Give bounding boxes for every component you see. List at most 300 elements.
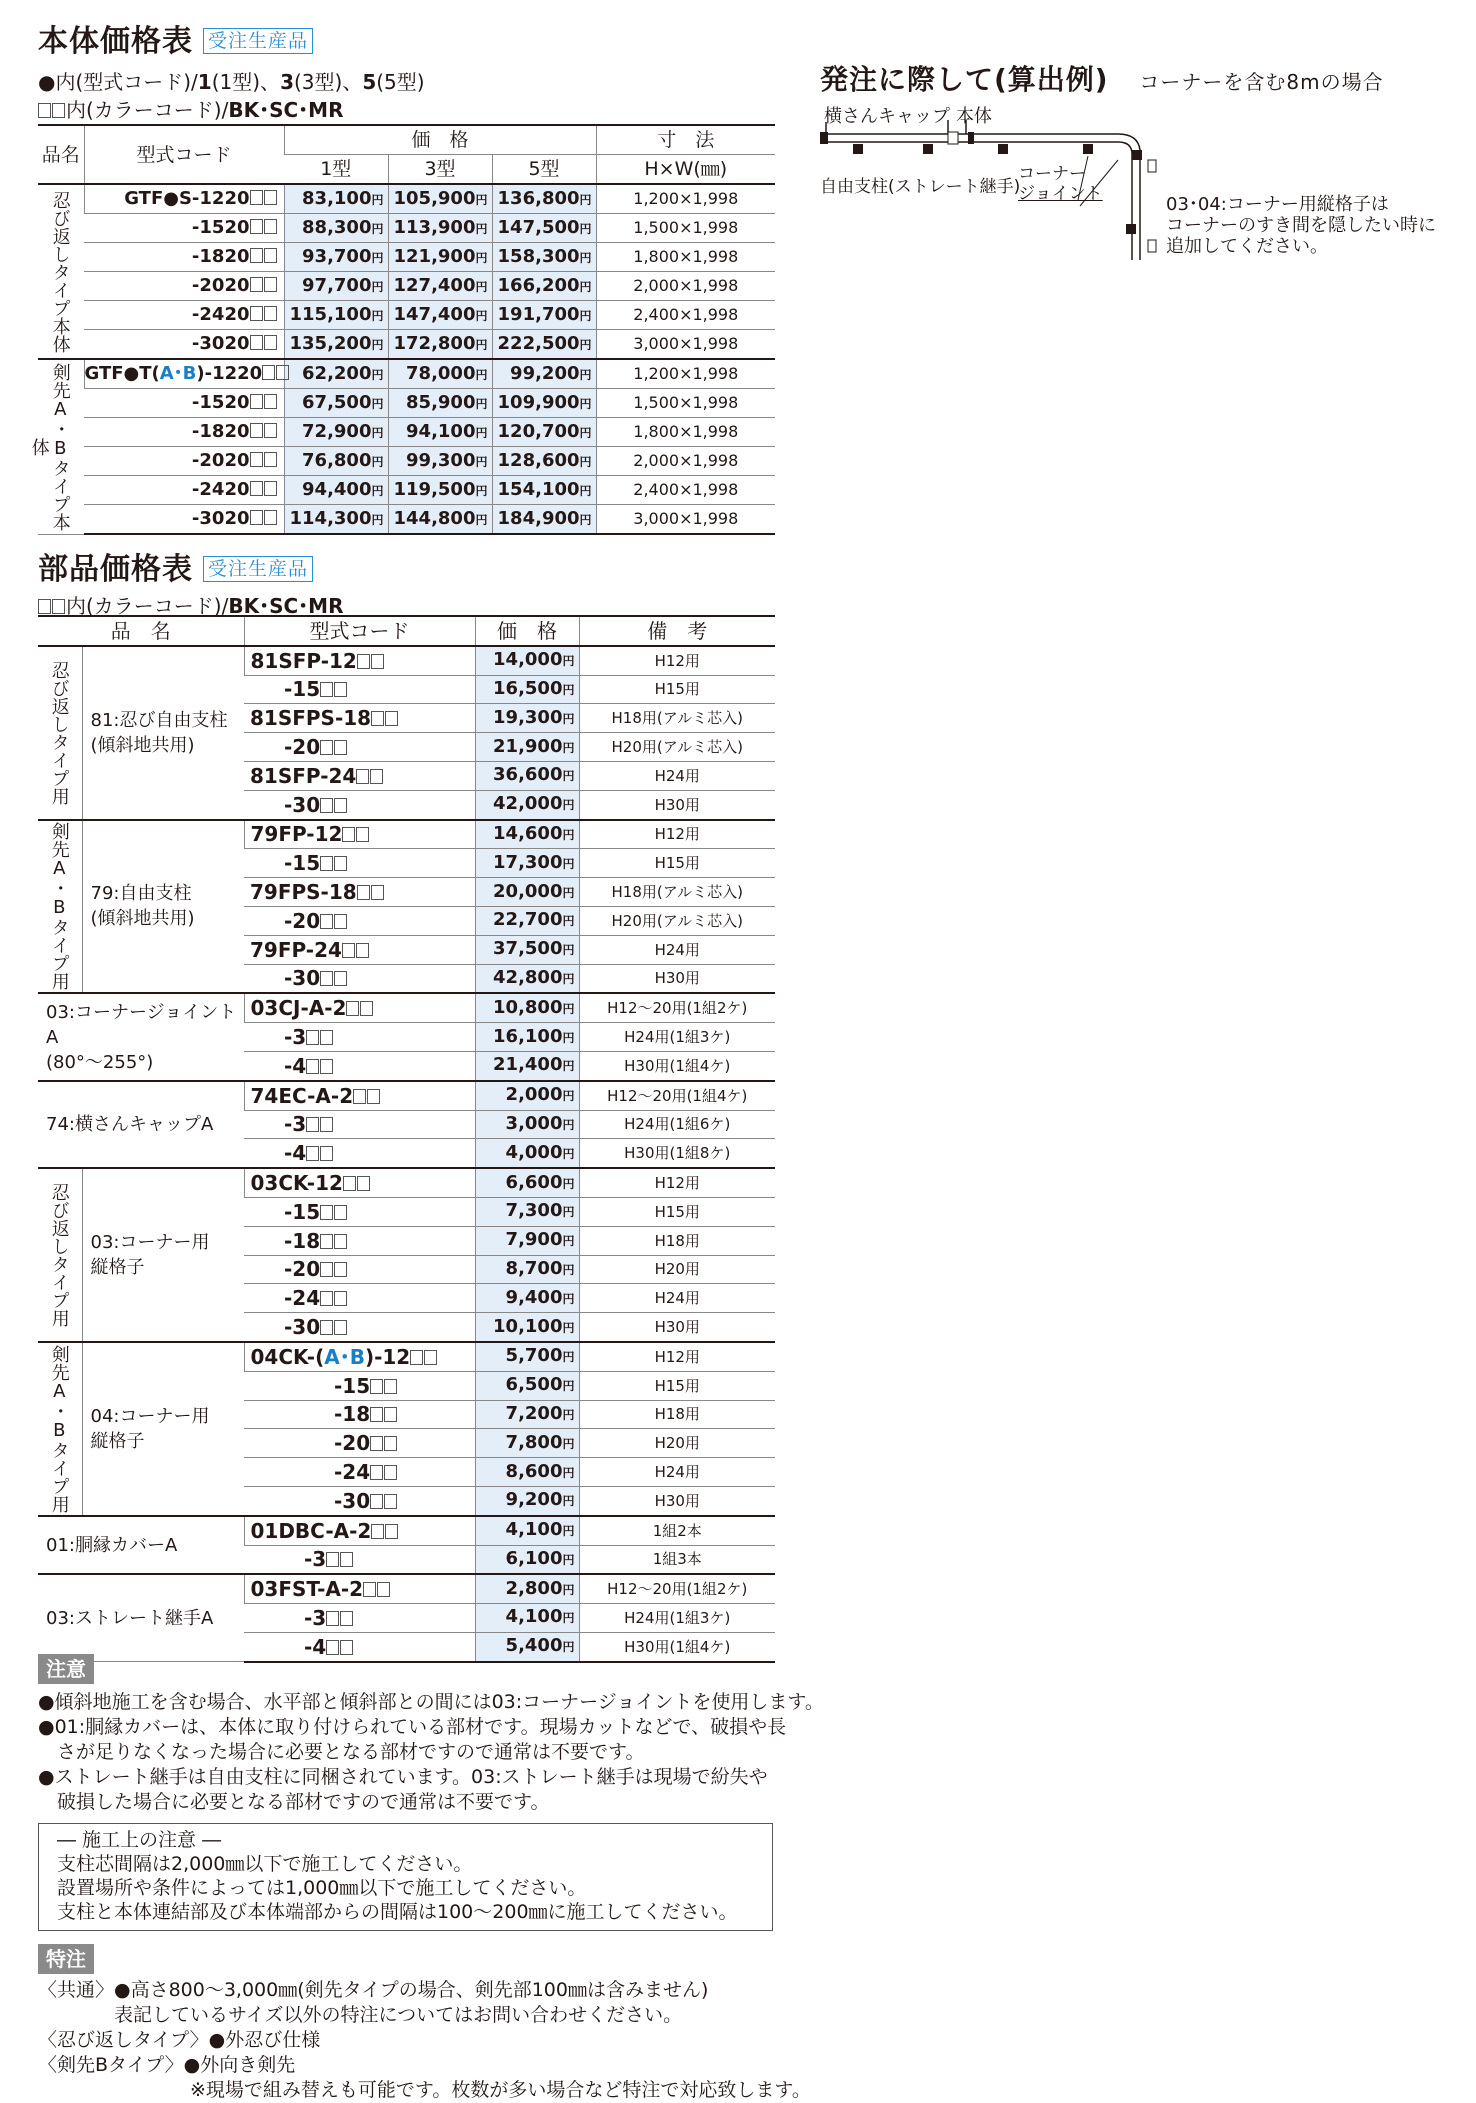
part-note: H24用 <box>579 761 775 790</box>
yen-mark: 円 <box>579 337 592 352</box>
legend-t3: (3型)、 <box>293 70 363 94</box>
square-icon <box>377 1582 390 1597</box>
code-text: 81SFPS-18 <box>250 706 372 731</box>
legend-n5: 5 <box>362 70 377 94</box>
table-row <box>38 1081 775 1110</box>
price-value: 16,100 <box>493 1025 563 1047</box>
yen-mark: 円 <box>371 250 384 265</box>
part-note: H12用 <box>579 1168 775 1197</box>
price-value: 72,900 <box>302 420 372 442</box>
price-value: 127,400 <box>393 274 476 296</box>
part-note: H12用 <box>579 1342 775 1371</box>
price-value: 88,300 <box>302 216 372 238</box>
square-icon <box>264 481 277 496</box>
square-icon <box>334 1262 347 1277</box>
yen-mark: 円 <box>371 425 384 440</box>
price-value: 6,100 <box>505 1547 563 1569</box>
price-p3 <box>388 184 492 214</box>
code-text: -3020 <box>191 508 250 529</box>
table-row <box>38 476 775 505</box>
model-code <box>244 964 475 993</box>
yen-mark: 円 <box>562 914 575 929</box>
price-value: 2,000 <box>505 1084 563 1106</box>
category-label: 忍び返しタイプ本体 <box>49 190 71 353</box>
main-table-body <box>28 184 775 534</box>
category-label: 剣先A･Bタイプ用 <box>48 1344 70 1513</box>
price-p5 <box>492 447 596 476</box>
price-p1 <box>284 389 388 418</box>
square-icon <box>384 1379 397 1394</box>
price-p1 <box>284 330 388 360</box>
yen-mark: 円 <box>371 279 384 294</box>
yen-mark: 円 <box>562 1436 575 1451</box>
yen-mark: 円 <box>562 1117 575 1132</box>
code-text: 81SFP-12 <box>250 648 357 673</box>
code-text: -1520 <box>191 217 250 238</box>
header-name: 品名 <box>38 125 84 184</box>
code-text: -1520 <box>191 392 250 413</box>
table-row <box>38 418 775 447</box>
part-note: H24用 <box>579 1284 775 1313</box>
model-code <box>84 214 284 243</box>
square-icon <box>340 1611 353 1626</box>
model-code <box>244 820 475 849</box>
square-icon <box>346 1001 359 1016</box>
yen-mark: 円 <box>562 682 575 697</box>
price-value: 2,800 <box>505 1577 563 1599</box>
corner-lattice-note <box>1166 194 1436 257</box>
corner-rail-inner <box>1118 142 1132 260</box>
part-note: H15用 <box>579 1371 775 1400</box>
yen-mark: 円 <box>562 1465 575 1480</box>
part-note: H12～20用(1組2ケ) <box>579 993 775 1022</box>
square-icon <box>264 423 277 438</box>
label-cap: 横さんキャップ <box>824 106 950 127</box>
yen-mark: 円 <box>562 1582 575 1597</box>
price-value: 36,600 <box>493 764 563 786</box>
price-value: 3,000 <box>505 1112 563 1134</box>
category-cell <box>38 1168 82 1342</box>
part-note: H24用 <box>579 1458 775 1487</box>
yen-mark: 円 <box>371 337 384 352</box>
parts-table-title <box>38 544 313 588</box>
price-value: 119,500 <box>393 478 476 500</box>
yen-mark: 円 <box>579 367 592 382</box>
part-note: H12～20用(1組2ケ) <box>579 1574 775 1603</box>
dimension: 2,000×1,998 <box>596 272 775 301</box>
square-icon <box>250 306 263 321</box>
price-p1 <box>284 301 388 330</box>
model-code <box>244 733 475 762</box>
legend-n1: 1 <box>197 70 212 94</box>
yen-mark: 円 <box>562 1320 575 1335</box>
square-icon <box>356 827 369 842</box>
part-name: 03:ストレート継手A <box>38 1574 244 1661</box>
square-icon <box>410 1350 423 1365</box>
model-code <box>84 389 284 418</box>
code-text: -30 <box>284 966 321 991</box>
square-icon <box>384 1407 397 1422</box>
part-note: H15用 <box>579 675 775 704</box>
part-note: H18用(アルミ芯入) <box>579 704 775 733</box>
code-text: -2420 <box>191 304 250 325</box>
code-text: 79FP-12 <box>250 822 343 847</box>
model-code <box>244 1023 475 1052</box>
part-note: H20用(アルミ芯入) <box>579 906 775 935</box>
yen-mark: 円 <box>562 1407 575 1422</box>
caution-line: ●01:胴縁カバーは、本体に取り付けられている部材です。現場カットなどで、破損や長 <box>38 1716 787 1738</box>
square-icon <box>356 769 369 784</box>
price-p1 <box>284 447 388 476</box>
yen-mark: 円 <box>562 1524 575 1539</box>
square-icon <box>320 798 333 813</box>
yen-mark: 円 <box>579 250 592 265</box>
part-price <box>475 820 579 849</box>
model-code <box>244 1313 475 1342</box>
header-p3: 3型 <box>388 155 492 185</box>
part-price <box>475 1604 579 1633</box>
part-note: H18用(アルミ芯入) <box>579 878 775 907</box>
price-p5 <box>492 418 596 447</box>
square-icon <box>371 711 384 726</box>
parts-color-prefix: 内(カラーコード)/ <box>66 594 229 618</box>
special-order-text <box>38 1978 811 2103</box>
model-code <box>84 330 284 360</box>
square-icon <box>306 1146 319 1161</box>
part-price <box>475 964 579 993</box>
square-icon <box>276 365 289 380</box>
legend-prefix: ●内(型式コード)/ <box>38 70 198 94</box>
model-code <box>244 1604 475 1633</box>
square-icon <box>250 394 263 409</box>
yen-mark: 円 <box>475 454 488 469</box>
square-icon <box>360 1001 373 1016</box>
parts-price-table <box>38 615 775 1663</box>
yen-mark: 円 <box>475 221 488 236</box>
yen-mark: 円 <box>371 192 384 207</box>
yen-mark: 円 <box>371 367 384 382</box>
square-icon <box>357 885 370 900</box>
dimension: 3,000×1,998 <box>596 505 775 535</box>
price-p5 <box>492 301 596 330</box>
square-icon <box>306 1059 319 1074</box>
price-value: 5,700 <box>505 1345 563 1367</box>
code-text: )-1220 <box>196 363 263 384</box>
yen-mark: 円 <box>579 221 592 236</box>
code-text: -2020 <box>191 450 250 471</box>
category-cell <box>38 820 82 994</box>
price-value: 9,200 <box>505 1489 563 1511</box>
square-icon <box>334 1291 347 1306</box>
yen-mark: 円 <box>475 425 488 440</box>
part-note: H30用(1組4ケ) <box>579 1632 775 1661</box>
price-value: 17,300 <box>493 851 563 873</box>
price-p5 <box>492 243 596 272</box>
square-icon <box>320 971 333 986</box>
order-example-title-text: 発注に際して(算出例) <box>820 63 1109 96</box>
color-code-legend <box>38 94 343 123</box>
code-text: -30 <box>334 1488 371 1513</box>
part-note: H12用 <box>579 820 775 849</box>
post-1 <box>853 144 863 154</box>
table-row <box>38 243 775 272</box>
part-price <box>475 906 579 935</box>
header-dim: 寸 法 <box>596 125 775 155</box>
model-code <box>244 1255 475 1284</box>
code-text: )-12 <box>364 1344 411 1369</box>
price-p5 <box>492 330 596 360</box>
part-price <box>475 1632 579 1661</box>
square-icon <box>320 1146 333 1161</box>
corner-post <box>1132 150 1142 160</box>
yen-mark: 円 <box>562 1176 575 1191</box>
square-icon <box>250 481 263 496</box>
model-code <box>244 1371 475 1400</box>
square-icon <box>306 1117 319 1132</box>
table-row <box>38 389 775 418</box>
parts-color-codes: BK･SC･MR <box>228 594 344 618</box>
yen-mark: 円 <box>579 308 592 323</box>
part-price <box>475 1371 579 1400</box>
square-icon <box>424 1350 437 1365</box>
price-p5 <box>492 476 596 505</box>
table-row <box>38 505 775 535</box>
part-note: H15用 <box>579 1197 775 1226</box>
price-p1 <box>284 476 388 505</box>
part-price <box>475 1545 579 1574</box>
model-code <box>244 704 475 733</box>
yen-mark: 円 <box>475 483 488 498</box>
square-icon <box>384 1465 397 1480</box>
code-text: 03CJ-A-2 <box>250 996 347 1021</box>
model-code <box>84 243 284 272</box>
parts-table-title-text: 部品価格表 <box>38 552 193 587</box>
table-row <box>38 301 775 330</box>
part-price <box>475 1255 579 1284</box>
part-price <box>475 1051 579 1080</box>
category-label: 剣先A･Bタイプ本体 <box>28 362 71 531</box>
price-value: 7,200 <box>505 1402 563 1424</box>
square-icon <box>357 654 370 669</box>
category-cell <box>28 359 84 534</box>
model-code <box>84 184 284 214</box>
square-icon <box>264 335 277 350</box>
header-p1: 1型 <box>284 155 388 185</box>
special-line: ※現場で組み替えも可能です。枚数が多い場合など特注で対応致します。 <box>38 2079 811 2101</box>
model-code <box>244 878 475 907</box>
yen-mark: 円 <box>562 1552 575 1567</box>
post-2 <box>923 144 933 154</box>
code-variant: A･B <box>324 1344 365 1369</box>
square-icon <box>371 1524 384 1539</box>
part-note: H30用(1組4ケ) <box>579 1051 775 1080</box>
code-text: -24 <box>284 1286 321 1311</box>
model-code <box>244 1168 475 1197</box>
part-price <box>475 704 579 733</box>
category-label: 剣先A･Bタイプ用 <box>48 822 70 991</box>
code-text: -1820 <box>191 421 250 442</box>
yen-mark: 円 <box>562 711 575 726</box>
price-value: 85,900 <box>406 391 476 413</box>
yen-mark: 円 <box>579 396 592 411</box>
part-note: H24用 <box>579 935 775 964</box>
square-icon <box>320 1262 333 1277</box>
square-icon <box>264 219 277 234</box>
dimension: 2,400×1,998 <box>596 476 775 505</box>
square-icon <box>385 711 398 726</box>
construction-notes-box <box>38 1823 773 1931</box>
price-p1 <box>284 243 388 272</box>
order-example-title <box>820 58 1384 98</box>
yen-mark: 円 <box>562 1640 575 1655</box>
price-value: 7,300 <box>505 1200 563 1222</box>
model-code <box>244 1458 475 1487</box>
part-name: 03:コーナー用 縦格子 <box>82 1168 244 1342</box>
price-value: 42,800 <box>493 966 563 988</box>
price-value: 115,100 <box>289 303 372 325</box>
square-icon <box>370 1494 383 1509</box>
square-icon <box>342 827 355 842</box>
part-note: H30用 <box>579 964 775 993</box>
color-legend-prefix: 内(カラーコード)/ <box>66 98 229 122</box>
price-value: 4,000 <box>505 1141 563 1163</box>
yen-mark: 円 <box>371 512 384 527</box>
price-value: 9,400 <box>505 1286 563 1308</box>
square-icon <box>264 394 277 409</box>
part-price <box>475 1486 579 1515</box>
yen-mark: 円 <box>562 740 575 755</box>
square-icon <box>326 1552 339 1567</box>
square-icon <box>334 798 347 813</box>
special-line: 〈忍び返しタイプ〉●外忍び仕様 <box>38 2029 321 2051</box>
square-icon <box>357 1176 370 1191</box>
model-code <box>244 1486 475 1515</box>
code-text: GTF●T( <box>84 363 160 384</box>
code-text: -4 <box>304 1634 327 1659</box>
square-icon <box>340 1552 353 1567</box>
label-post: 自由支柱(ストレート継手) <box>820 177 1021 197</box>
yen-mark: 円 <box>562 1146 575 1161</box>
code-text: -3 <box>304 1605 327 1630</box>
yen-mark: 円 <box>579 425 592 440</box>
made-to-order-badge: 受注生産品 <box>203 28 313 54</box>
part-price <box>475 1023 579 1052</box>
part-price <box>475 935 579 964</box>
part-name: 81:忍び自由支柱 (傾斜地共用) <box>82 646 244 820</box>
square-icon <box>363 1582 376 1597</box>
part-price <box>475 733 579 762</box>
price-p1 <box>284 505 388 535</box>
yen-mark: 円 <box>562 1379 575 1394</box>
model-code <box>84 359 284 389</box>
model-code <box>84 476 284 505</box>
yen-mark: 円 <box>579 512 592 527</box>
code-text: -15 <box>334 1373 371 1398</box>
price-value: 166,200 <box>497 274 580 296</box>
yen-mark: 円 <box>562 1059 575 1074</box>
square-icon <box>250 452 263 467</box>
price-value: 128,600 <box>497 449 580 471</box>
caution-line: さが足りなくなった場合に必要となる部材ですので通常は不要です。 <box>38 1741 645 1763</box>
caution-line: ●傾斜地施工を含む場合、水平部と傾斜部との間には03:コーナージョイントを使用します。 <box>38 1691 824 1713</box>
square-icon <box>356 943 369 958</box>
part-price <box>475 849 579 878</box>
part-name: 03:コーナージョイントA (80°～255°) <box>38 993 244 1080</box>
price-value: 7,900 <box>505 1229 563 1251</box>
model-code <box>84 505 284 535</box>
table-row <box>38 1168 775 1197</box>
special-line: 表記しているサイズ以外の特注についてはお問い合わせください。 <box>38 2004 683 2026</box>
price-p1 <box>284 272 388 301</box>
yen-mark: 円 <box>562 798 575 813</box>
yen-mark: 円 <box>562 885 575 900</box>
price-value: 21,900 <box>493 735 563 757</box>
square-icon <box>320 1205 333 1220</box>
code-text: -24 <box>334 1460 371 1484</box>
part-note: H30用 <box>579 1313 775 1342</box>
code-text: -3020 <box>191 333 250 354</box>
price-p3 <box>388 389 492 418</box>
price-value: 62,200 <box>302 362 372 384</box>
code-text: -18 <box>334 1402 371 1427</box>
price-value: 94,100 <box>406 420 476 442</box>
part-name: 04:コーナー用 縦格子 <box>82 1342 244 1516</box>
special-order-label: 特注 <box>38 1944 94 1974</box>
category-cell <box>38 1342 82 1516</box>
code-text: -2020 <box>191 275 250 296</box>
square-icon <box>385 1524 398 1539</box>
yen-mark: 円 <box>371 483 384 498</box>
part-note: H18用 <box>579 1226 775 1255</box>
model-code <box>244 1400 475 1429</box>
code-text: 01DBC-A-2 <box>250 1518 372 1543</box>
code-text: -3 <box>284 1112 307 1137</box>
yen-mark: 円 <box>562 856 575 871</box>
yen-mark: 円 <box>562 1089 575 1104</box>
dimension: 1,500×1,998 <box>596 214 775 243</box>
model-code <box>84 418 284 447</box>
square-icon <box>264 452 277 467</box>
dimension: 1,800×1,998 <box>596 418 775 447</box>
yen-mark: 円 <box>579 279 592 294</box>
part-price <box>475 1458 579 1487</box>
price-value: 14,600 <box>493 822 563 844</box>
main-table-title <box>38 16 313 60</box>
part-note: H20用 <box>579 1255 775 1284</box>
order-example-subtitle: コーナーを含む8mの場合 <box>1139 70 1384 94</box>
model-code-legend <box>38 66 425 95</box>
model-code <box>244 1226 475 1255</box>
code-text: -20 <box>334 1431 371 1456</box>
square-icon <box>384 1436 397 1451</box>
model-code <box>244 761 475 790</box>
price-value: 7,800 <box>505 1431 563 1453</box>
table-row <box>38 1574 775 1603</box>
code-text: -4 <box>284 1053 307 1078</box>
square-icon <box>334 1320 347 1335</box>
corner-note-line3: 追加してください。 <box>1166 236 1328 257</box>
category-label: 忍び返しタイプ用 <box>48 660 70 805</box>
part-price <box>475 1168 579 1197</box>
code-text: -20 <box>284 908 321 933</box>
price-value: 147,500 <box>497 216 580 238</box>
part-price <box>475 790 579 819</box>
label-corner-line2: ジョイント <box>1018 184 1103 204</box>
parts-header-note: 備 考 <box>579 616 775 646</box>
part-note: H12用 <box>579 646 775 675</box>
dimension: 1,200×1,998 <box>596 359 775 389</box>
yen-mark: 円 <box>562 1030 575 1045</box>
